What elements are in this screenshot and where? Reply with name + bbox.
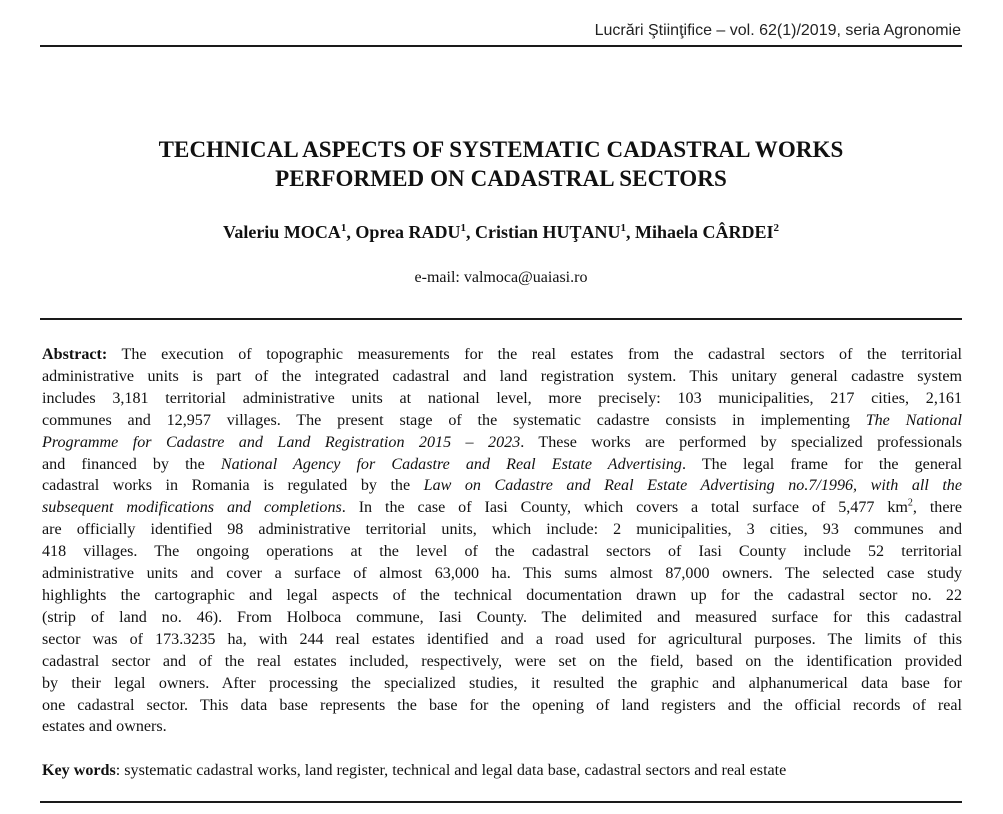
keywords-text: : systematic cadastral works, land register, technical and legal data base, cadastral sectors and real estate: [115, 762, 787, 779]
author-name: Oprea RADU: [355, 222, 461, 242]
abstract-text: . The legal frame for the general: [681, 455, 962, 473]
abstract-text: . In the case of Iasi County, which covers a total surface of 5,477 km: [341, 499, 908, 517]
abstract-line: [42, 475, 962, 497]
abstract-line: administrative units and cover a surface of almost 63,000 ha. This sums almost 87,000 owners. The selected case study: [42, 565, 962, 583]
abstract-line: (strip of land no. 46). From Holboca commune, Iasi County. The delimited and measured surface for this cadastral: [42, 608, 962, 626]
abstract-text: cadastral works in Romania is regulated by the: [42, 477, 424, 495]
affiliation-mark: 2: [773, 222, 779, 234]
author: [635, 222, 779, 242]
author-separator: ,: [626, 222, 635, 242]
author-list: [40, 222, 962, 243]
abstract-italic-text: The National: [865, 411, 962, 429]
abstract-text: . These works are performed by specialized professionals: [520, 433, 962, 451]
abstract-text: , there: [912, 499, 962, 517]
contact-email: e-mail: valmoca@uaiasi.ro: [414, 269, 588, 286]
paper-title: [40, 135, 962, 193]
abstract-line: [42, 410, 962, 432]
abstract-label: Abstract:: [42, 346, 108, 363]
author: [223, 222, 355, 242]
keywords: [42, 762, 962, 780]
abstract-line: estates and owners.: [42, 718, 167, 736]
abstract-italic-text: subsequent modifications and completions: [42, 499, 342, 517]
title-line-1: TECHNICAL ASPECTS OF SYSTEMATIC CADASTRAL WORKS: [158, 137, 844, 162]
abstract-text: and financed by the: [42, 455, 221, 473]
abstract-top-rule: [40, 318, 962, 320]
author-separator: ,: [346, 222, 356, 242]
abstract-line: highlights the cartographic and legal aspects of the technical documentation drawn up for the cadastral sector no. 22: [42, 586, 962, 604]
author-name: Cristian HUŢANU: [474, 222, 621, 242]
abstract-line: one cadastral sector. This data base represents the base for the opening of land registers and the official records of real: [42, 696, 962, 714]
abstract-text: communes and 12,957 villages. The present stage of the systematic cadastre consists in implementing: [42, 411, 866, 429]
abstract-line: [42, 344, 962, 366]
title-line-2: PERFORMED ON CADASTRAL SECTORS: [275, 166, 727, 191]
author: [355, 222, 475, 242]
keywords-label: Key words: [42, 762, 116, 779]
author: [475, 222, 635, 242]
abstract-text: The execution of topographic measurements for the real estates from the cadastral sectors of the territorial: [107, 346, 962, 363]
abstract-line: sector was of 173.3235 ha, with 244 real estates identified and a road used for agricultural purposes. The limits of this: [42, 630, 962, 648]
abstract-italic-text: Programme for Cadastre and Land Registration 2015 – 2023: [42, 433, 521, 451]
author-separator: ,: [465, 222, 475, 242]
abstract-line: [42, 454, 962, 476]
abstract-line: includes 3,181 territorial administrative units at national level, more precisely: 103 municipalities, 217 cities, 2,161: [42, 389, 962, 407]
abstract-line: [42, 432, 962, 454]
author-name: Mihaela CÂRDEI: [635, 222, 774, 242]
author-name: Valeriu MOCA: [222, 222, 341, 242]
header-rule: [40, 45, 962, 47]
superscript: 2: [907, 497, 913, 509]
affiliation-mark: 1: [620, 222, 626, 234]
affiliation-mark: 1: [460, 222, 466, 234]
abstract-line: 418 villages. The ongoing operations at the level of the cadastral sectors of Iasi County include 52 territorial: [42, 543, 962, 561]
abstract-line: by their legal owners. After processing the specialized studies, it resulted the graphic and alphanumerical data base for: [42, 674, 962, 692]
abstract-italic-text: National Agency for Cadastre and Real Estate Advertising: [220, 455, 682, 473]
abstract-italic-text: Law on Cadastre and Real Estate Advertising no.7/1996, with all the: [423, 477, 962, 495]
footer-rule: [40, 801, 962, 803]
affiliation-mark: 1: [340, 222, 347, 234]
abstract: [42, 344, 962, 738]
abstract-line: are officially identified 98 administrative territorial units, which include: 2 municipalities, 3 cities, 93 communes and: [42, 521, 962, 539]
running-head: Lucrări Ştiinţifice – vol. 62(1)/2019, seria Agronomie: [594, 22, 961, 39]
abstract-line: administrative units is part of the integrated cadastral and land registration system. This unitary general cadastre system: [42, 367, 962, 385]
abstract-line: cadastral sector and of the real estates included, respectively, were set on the field, based on the identification provided: [42, 652, 962, 670]
abstract-line: [42, 497, 962, 519]
